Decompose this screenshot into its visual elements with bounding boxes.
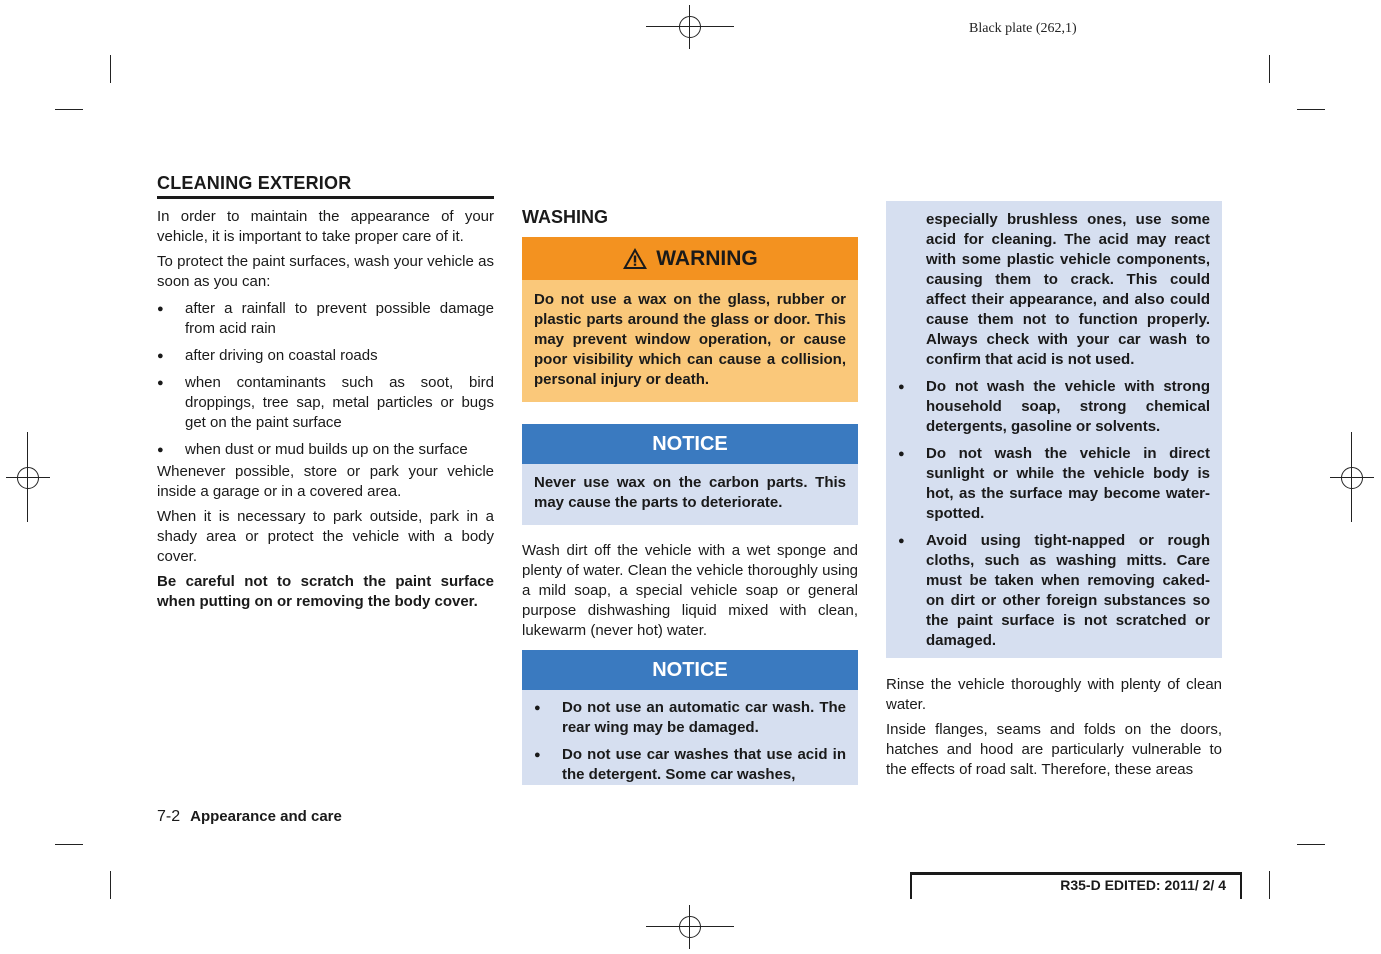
middle-column bbox=[522, 206, 858, 785]
notice-header: NOTICE bbox=[522, 650, 858, 690]
notice-bullet-list bbox=[522, 690, 858, 785]
list-item: ● Do not use car washes that use acid in the detergent. Some car washes, bbox=[534, 745, 846, 785]
crop-mark bbox=[1269, 871, 1270, 899]
crop-mark bbox=[55, 109, 83, 110]
chapter-title: Appearance and care bbox=[190, 808, 342, 825]
section-title: CLEANING EXTERIOR bbox=[157, 172, 494, 199]
registration-mark-left bbox=[6, 456, 50, 500]
crop-mark bbox=[646, 926, 734, 927]
notice-continued-text: especially brushless ones, use some acid for cleaning. The acid may react with some plastic vehicle components, causing them to crack. This could affect their appearance, and also could cause them not to function properly. Always check with your car wash to confirm that acid is not used. bbox=[926, 211, 1210, 368]
list-item: ● Do not wash the vehicle in direct sunlight or while the vehicle body is hot, as the surface may become water-spotted. bbox=[898, 444, 1210, 524]
warning-box bbox=[522, 237, 858, 402]
notice-box bbox=[522, 424, 858, 525]
plate-label: Black plate (262,1) bbox=[969, 21, 1077, 36]
left-column bbox=[157, 172, 494, 617]
warning-text: Do not use a wax on the glass, rubber or plastic parts around the glass or door. This may prevent window operation, or cause poor visibility which can cause a collision, personal injury or death. bbox=[534, 291, 846, 388]
paragraph: Whenever possible, store or park your vehicle inside a garage or in a covered area. bbox=[157, 463, 494, 500]
crop-mark bbox=[110, 871, 111, 899]
paragraph: To protect the paint surfaces, wash your vehicle as soon as you can: bbox=[157, 253, 494, 290]
page-number: 7-2 bbox=[157, 808, 181, 825]
notice-header: NOTICE bbox=[522, 424, 858, 464]
paragraph: When it is necessary to park outside, park in a shady area or protect the vehicle with a body cover. bbox=[157, 508, 494, 565]
paragraph: Wash dirt off the vehicle with a wet sponge and plenty of water. Clean the vehicle thoroughly using a mild soap, a special vehicle soap or general purpose dishwashing liquid mixed with clean, lukewarm (never hot) water. bbox=[522, 542, 858, 639]
warning-triangle-icon bbox=[622, 247, 648, 270]
crop-mark bbox=[1351, 432, 1352, 522]
right-column bbox=[886, 201, 1222, 785]
list-item: ● after driving on coastal roads bbox=[157, 346, 494, 366]
list-item: ● Avoid using tight-napped or rough cloths, such as washing mitts. Care must be taken when removing caked-on dirt or other foreign substances so the paint surface is not scratched or damaged. bbox=[898, 531, 1210, 651]
list-item: ● Do not use an automatic car wash. The rear wing may be damaged. bbox=[534, 698, 846, 738]
crop-mark bbox=[110, 55, 111, 83]
list-item: ● Do not wash the vehicle with strong household soap, strong chemical detergents, gasoline or solvents. bbox=[898, 377, 1210, 437]
warning-header bbox=[522, 237, 858, 280]
crop-mark bbox=[27, 432, 28, 522]
paragraph: In order to maintain the appearance of your vehicle, it is important to take proper care of it. bbox=[157, 208, 494, 245]
crop-mark bbox=[55, 844, 83, 845]
notice-bullet-list bbox=[898, 377, 1210, 651]
crop-mark bbox=[1269, 55, 1270, 83]
notice-box bbox=[522, 650, 858, 785]
registration-mark-bottom bbox=[668, 905, 712, 949]
paragraph: Inside flanges, seams and folds on the doors, hatches and hood are particularly vulnerable to the effects of road salt. Therefore, these areas bbox=[886, 721, 1222, 778]
paragraph: Rinse the vehicle thoroughly with plenty of clean water. bbox=[886, 676, 1222, 713]
subsection-title: WASHING bbox=[522, 207, 609, 227]
registration-mark-right bbox=[1330, 456, 1374, 500]
list-item: ● when contaminants such as soot, bird droppings, tree sap, metal particles or bugs get on the paint surface bbox=[157, 373, 494, 433]
registration-mark-top bbox=[668, 5, 712, 49]
page-footer bbox=[157, 808, 342, 826]
crop-mark bbox=[1297, 844, 1325, 845]
bullet-list bbox=[157, 299, 494, 460]
list-item: ● when dust or mud builds up on the surface bbox=[157, 440, 494, 460]
list-item: ● after a rainfall to prevent possible damage from acid rain bbox=[157, 299, 494, 339]
edited-stamp: R35-D EDITED: 2011/ 2/ 4 bbox=[910, 872, 1242, 899]
crop-mark bbox=[1297, 109, 1325, 110]
notice-text: Never use wax on the carbon parts. This may cause the parts to deteriorate. bbox=[534, 474, 846, 511]
warning-label: WARNING bbox=[656, 246, 758, 270]
crop-mark bbox=[646, 26, 734, 27]
notice-continued-box bbox=[886, 201, 1222, 658]
caution-paragraph: Be careful not to scratch the paint surface when putting on or removing the body cover. bbox=[157, 573, 494, 610]
